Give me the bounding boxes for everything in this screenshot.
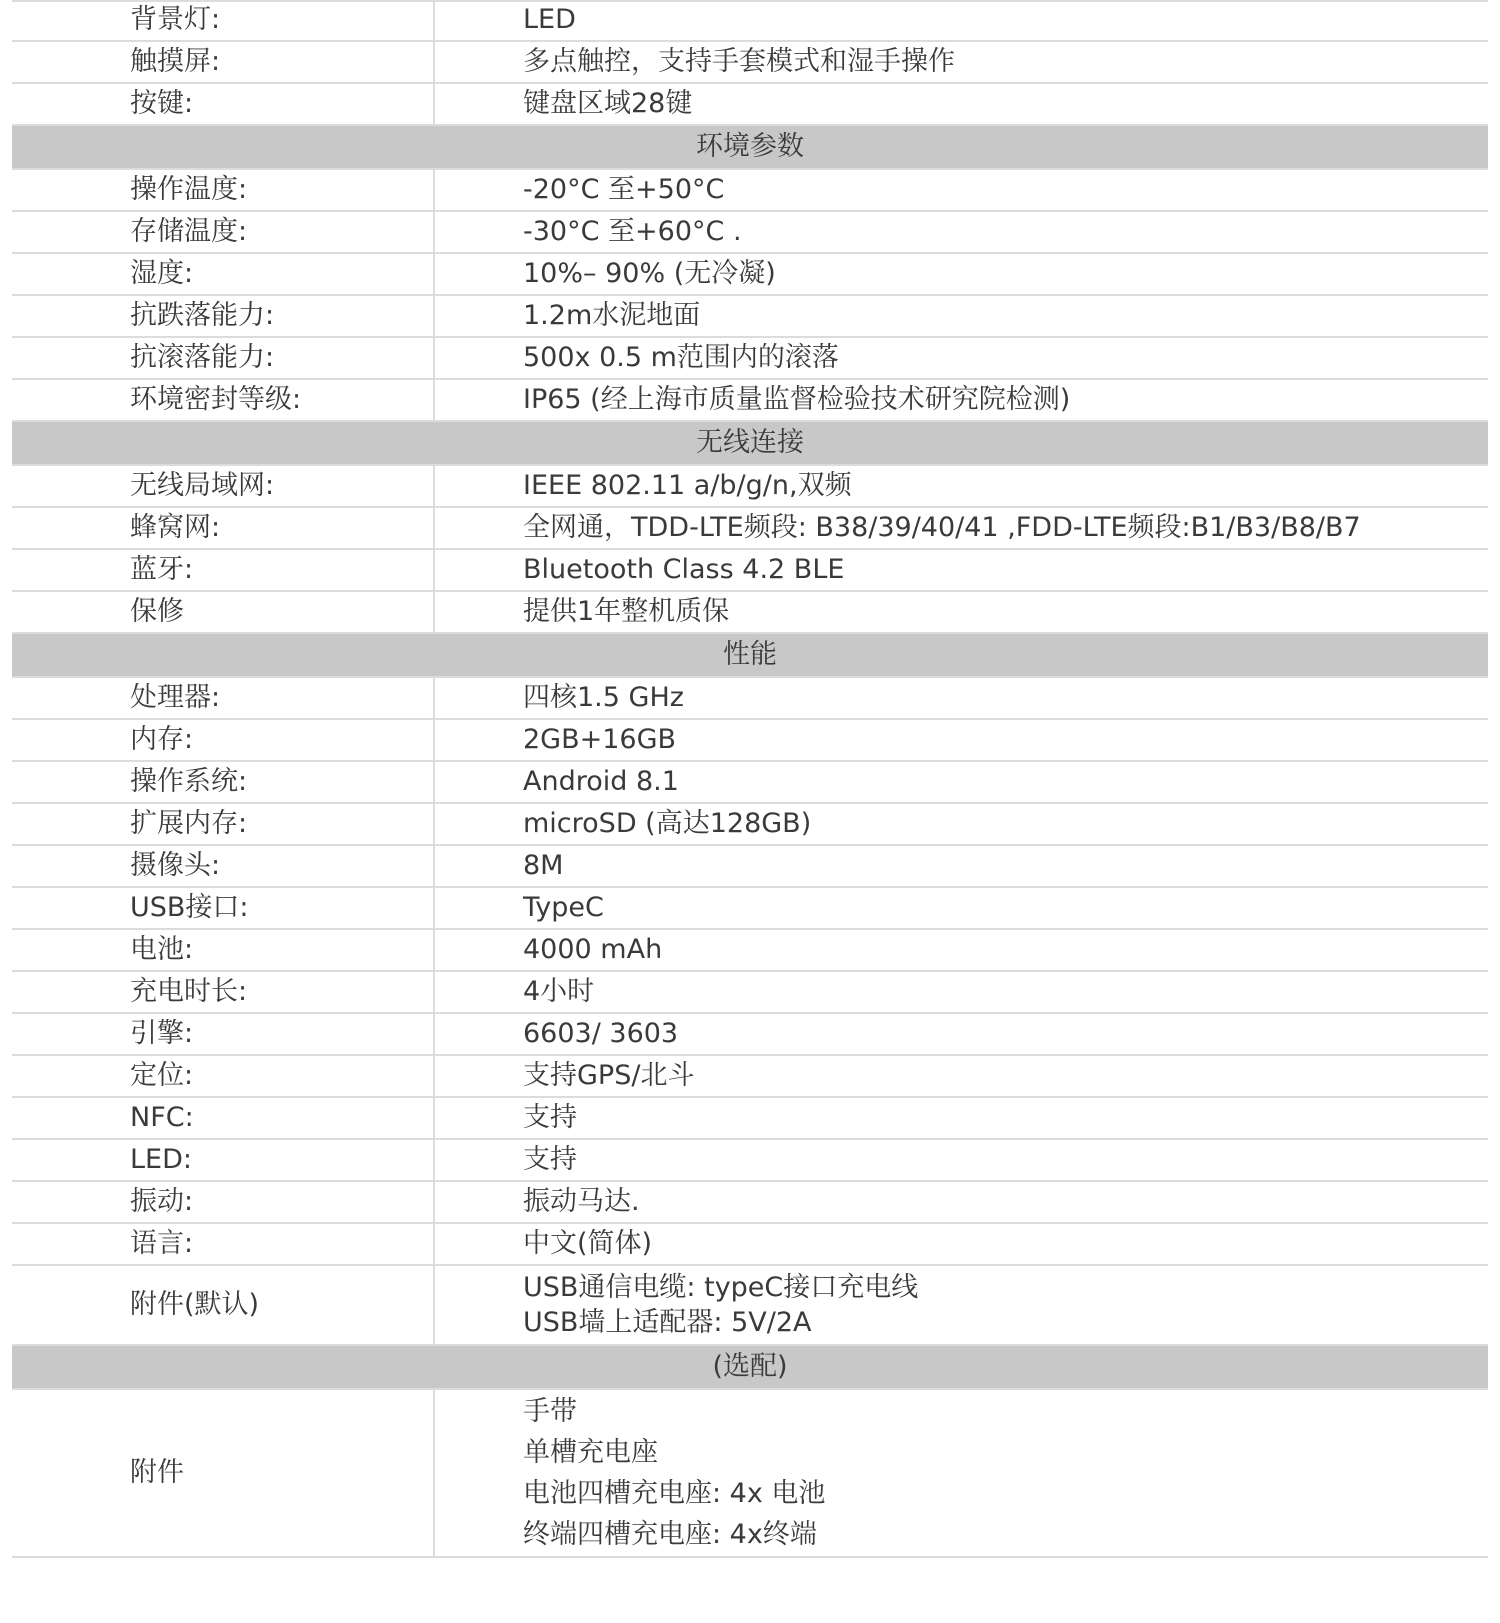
spec-label: 引擎: <box>12 1013 434 1055</box>
spec-value-line: 支持 <box>523 1101 577 1133</box>
spec-value-line: 支持GPS/北斗 <box>523 1059 695 1091</box>
spec-value <box>434 971 1488 1013</box>
spec-value-line: 四核1.5 GHz <box>523 681 684 713</box>
section-header-row <box>12 421 1488 465</box>
section-header-row <box>12 1345 1488 1389</box>
spec-value-line: 6603/ 3603 <box>523 1017 679 1049</box>
spec-row <box>12 211 1488 253</box>
spec-value <box>434 803 1488 845</box>
spec-label: 蜂窝网: <box>12 507 434 549</box>
spec-value <box>434 337 1488 379</box>
spec-value-line: 多点触控，支持手套模式和湿手操作 <box>523 45 955 77</box>
spec-row <box>12 677 1488 719</box>
spec-value <box>434 83 1488 125</box>
spec-value <box>434 887 1488 929</box>
spec-value <box>434 295 1488 337</box>
spec-row <box>12 1223 1488 1265</box>
section-header-row <box>12 125 1488 169</box>
spec-value <box>434 591 1488 633</box>
spec-row <box>12 1139 1488 1181</box>
spec-value-line: TypeC <box>523 891 604 923</box>
spec-label: 附件(默认) <box>12 1265 434 1345</box>
spec-value-line: IP65 (经上海市质量监督检验技术研究院检测) <box>523 383 1071 415</box>
spec-row <box>12 379 1488 421</box>
spec-row <box>12 887 1488 929</box>
spec-label: 保修 <box>12 591 434 633</box>
spec-value-line: LED <box>523 3 576 35</box>
section-title: 无线连接 <box>12 421 1488 465</box>
spec-value-line: USB墙上适配器: 5V/2A <box>523 1307 812 1338</box>
section-title: 性能 <box>12 633 1488 677</box>
spec-label: 定位: <box>12 1055 434 1097</box>
spec-label: 背景灯: <box>12 0 434 41</box>
spec-value <box>434 41 1488 83</box>
spec-row <box>12 803 1488 845</box>
spec-row <box>12 337 1488 379</box>
spec-row <box>12 845 1488 887</box>
spec-label: 内存: <box>12 719 434 761</box>
spec-value <box>434 465 1488 507</box>
spec-value-line: 4000 mAh <box>523 933 663 965</box>
spec-value <box>434 169 1488 211</box>
spec-value <box>434 761 1488 803</box>
spec-value-line: 单槽充电座 <box>523 1437 658 1468</box>
spec-value-line: -20°C 至+50°C <box>523 173 725 205</box>
spec-row <box>12 253 1488 295</box>
spec-row <box>12 507 1488 549</box>
spec-value-line: 振动马达. <box>523 1185 640 1217</box>
spec-value-line: 8M <box>523 849 564 881</box>
spec-label: 处理器: <box>12 677 434 719</box>
spec-value-line: 4小时 <box>523 975 595 1007</box>
spec-label: 充电时长: <box>12 971 434 1013</box>
spec-value <box>434 379 1488 421</box>
spec-value-line: 支持 <box>523 1143 577 1175</box>
section-title: 环境参数 <box>12 125 1488 169</box>
spec-value-line: 10%– 90% (无冷凝) <box>523 257 776 289</box>
spec-value <box>434 1055 1488 1097</box>
spec-row <box>12 169 1488 211</box>
spec-row <box>12 83 1488 125</box>
spec-row <box>12 549 1488 591</box>
spec-value-line: 电池四槽充电座: 4x 电池 <box>523 1478 826 1509</box>
spec-label: 振动: <box>12 1181 434 1223</box>
spec-value <box>434 211 1488 253</box>
spec-value <box>434 1013 1488 1055</box>
spec-value <box>434 253 1488 295</box>
spec-label: 摄像头: <box>12 845 434 887</box>
spec-label: 环境密封等级: <box>12 379 434 421</box>
spec-value-line: 终端四槽充电座: 4x终端 <box>523 1519 817 1550</box>
spec-label: 抗跌落能力: <box>12 295 434 337</box>
spec-value <box>434 507 1488 549</box>
spec-row <box>12 0 1488 41</box>
spec-row <box>12 465 1488 507</box>
spec-value <box>434 1223 1488 1265</box>
spec-value <box>434 845 1488 887</box>
spec-label: 蓝牙: <box>12 549 434 591</box>
spec-value <box>434 1139 1488 1181</box>
spec-value-line: 全网通，TDD-LTE频段: B38/39/40/41 ,FDD-LTE频段:B1/B3/B8/B7 <box>523 511 1361 543</box>
spec-row <box>12 1265 1488 1345</box>
spec-label: 存储温度: <box>12 211 434 253</box>
spec-row <box>12 929 1488 971</box>
spec-value-line: 500x 0.5 m范围内的滚落 <box>523 341 839 373</box>
spec-row <box>12 41 1488 83</box>
spec-value-line: USB通信电缆: typeC接口充电线 <box>523 1272 919 1303</box>
spec-label: 无线局域网: <box>12 465 434 507</box>
spec-row <box>12 591 1488 633</box>
spec-label: 触摸屏: <box>12 41 434 83</box>
spec-value <box>434 0 1488 41</box>
spec-value-line: 中文(简体) <box>523 1227 653 1259</box>
spec-row <box>12 1097 1488 1139</box>
spec-label: 湿度: <box>12 253 434 295</box>
spec-table-body <box>12 0 1488 1557</box>
spec-label: USB接口: <box>12 887 434 929</box>
spec-value <box>434 929 1488 971</box>
spec-value-line: 2GB+16GB <box>523 723 677 755</box>
spec-value-line: 1.2m水泥地面 <box>523 299 701 331</box>
spec-value <box>434 549 1488 591</box>
spec-label: LED: <box>12 1139 434 1181</box>
spec-row <box>12 1389 1488 1557</box>
spec-label: 抗滚落能力: <box>12 337 434 379</box>
section-header-row <box>12 633 1488 677</box>
section-title: (选配) <box>12 1345 1488 1389</box>
spec-value-line: IEEE 802.11 a/b/g/n,双频 <box>523 469 852 501</box>
spec-value-line: Bluetooth Class 4.2 BLE <box>523 553 845 585</box>
spec-value-line: -30°C 至+60°C . <box>523 215 742 247</box>
spec-row <box>12 295 1488 337</box>
spec-value <box>434 1389 1488 1557</box>
spec-value <box>434 1097 1488 1139</box>
spec-value <box>434 1265 1488 1345</box>
spec-label: 按键: <box>12 83 434 125</box>
spec-value-line: 提供1年整机质保 <box>523 595 730 627</box>
spec-label: 电池: <box>12 929 434 971</box>
spec-value <box>434 677 1488 719</box>
spec-value <box>434 719 1488 761</box>
spec-label: NFC: <box>12 1097 434 1139</box>
spec-row <box>12 971 1488 1013</box>
spec-value-line: Android 8.1 <box>523 765 679 797</box>
spec-value-line: 手带 <box>523 1396 577 1427</box>
spec-value <box>434 1181 1488 1223</box>
spec-label: 操作温度: <box>12 169 434 211</box>
spec-row <box>12 719 1488 761</box>
spec-row <box>12 1055 1488 1097</box>
spec-table <box>12 0 1488 1558</box>
spec-row <box>12 1013 1488 1055</box>
spec-label: 语言: <box>12 1223 434 1265</box>
spec-label: 扩展内存: <box>12 803 434 845</box>
spec-label: 操作系统: <box>12 761 434 803</box>
spec-row <box>12 1181 1488 1223</box>
spec-label: 附件 <box>12 1389 434 1557</box>
spec-row <box>12 761 1488 803</box>
spec-value-line: 键盘区域28键 <box>523 87 693 119</box>
spec-value-line: microSD (高达128GB) <box>523 807 812 839</box>
